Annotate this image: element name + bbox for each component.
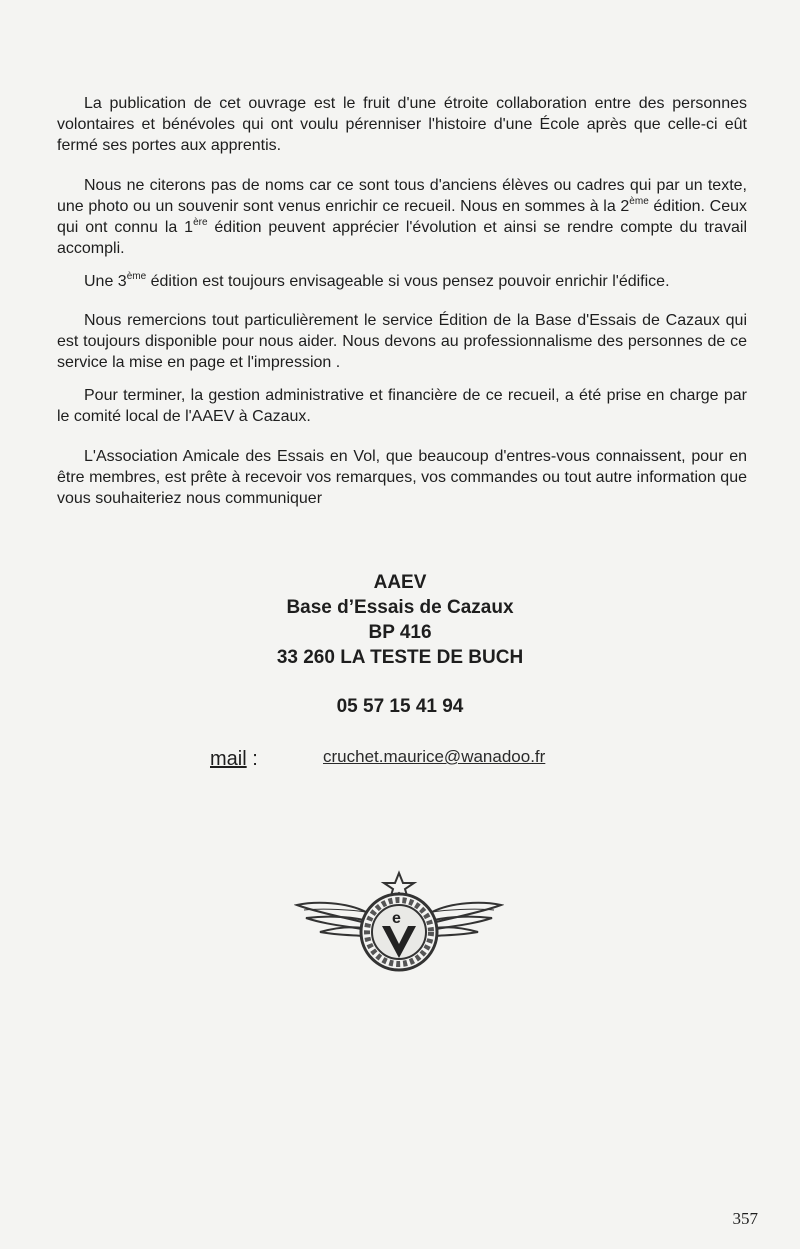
address-line-2: BP 416 <box>368 622 432 643</box>
paragraph-thanks: Nous remercions tout particulièrement le service Édition de la Base d'Essais de Cazaux qui est toujours disponible pour nous aider. Nous devons au professionnalisme des personnes de ce service la mise en page et l'impression . <box>57 312 747 371</box>
svg-text:e: e <box>392 910 401 927</box>
page-number: 357 <box>732 1209 758 1228</box>
address-name: AAEV <box>373 572 427 593</box>
address-line-1: Base d’Essais de Cazaux <box>286 597 514 618</box>
email-link[interactable]: cruchet.maurice@wanadoo.fr <box>323 747 546 766</box>
paragraph-association: L'Association Amicale des Essais en Vol, que beaucoup d'entres-vous connaissent, pour en être membres, est prête à recevoir vos remarques, vos commandes ou tout autre information que vous souhaiteriez nous communiquer <box>57 448 747 507</box>
paragraph-management: Pour terminer, la gestion administrative et financière de ce recueil, a été prise en charge par le comité local de l'AAEV à Cazaux. <box>57 387 747 425</box>
winged-v-emblem-icon <box>294 868 504 978</box>
mail-label: mail : <box>210 748 258 770</box>
paragraph-third-edition: Une 3ème édition est toujours envisageable si vous pensez pouvoir enrichir l'édifice. <box>84 271 670 290</box>
phone-number: 05 57 15 41 94 <box>336 696 464 717</box>
address-line-3: 33 260 LA TESTE DE BUCH <box>276 647 524 668</box>
paragraph-intro: La publication de cet ouvrage est le fruit d'une étroite collaboration entre des personnes volontaires et bénévoles qui ont voulu pérenniser l'histoire d'une École après que celle-ci eût fermé ses portes aux apprentis. <box>57 95 747 154</box>
paragraph-contributors: Nous ne citerons pas de noms car ce sont tous d'anciens élèves ou cadres qui par un texte, une photo ou un souvenir sont venus enrichir ce recueil. Nous en sommes à la 2ème édition. Ceux qui ont connu la 1ère édition peuvent apprécier l'évolution et ainsi se rendre compte du travail accompli. <box>57 177 747 257</box>
